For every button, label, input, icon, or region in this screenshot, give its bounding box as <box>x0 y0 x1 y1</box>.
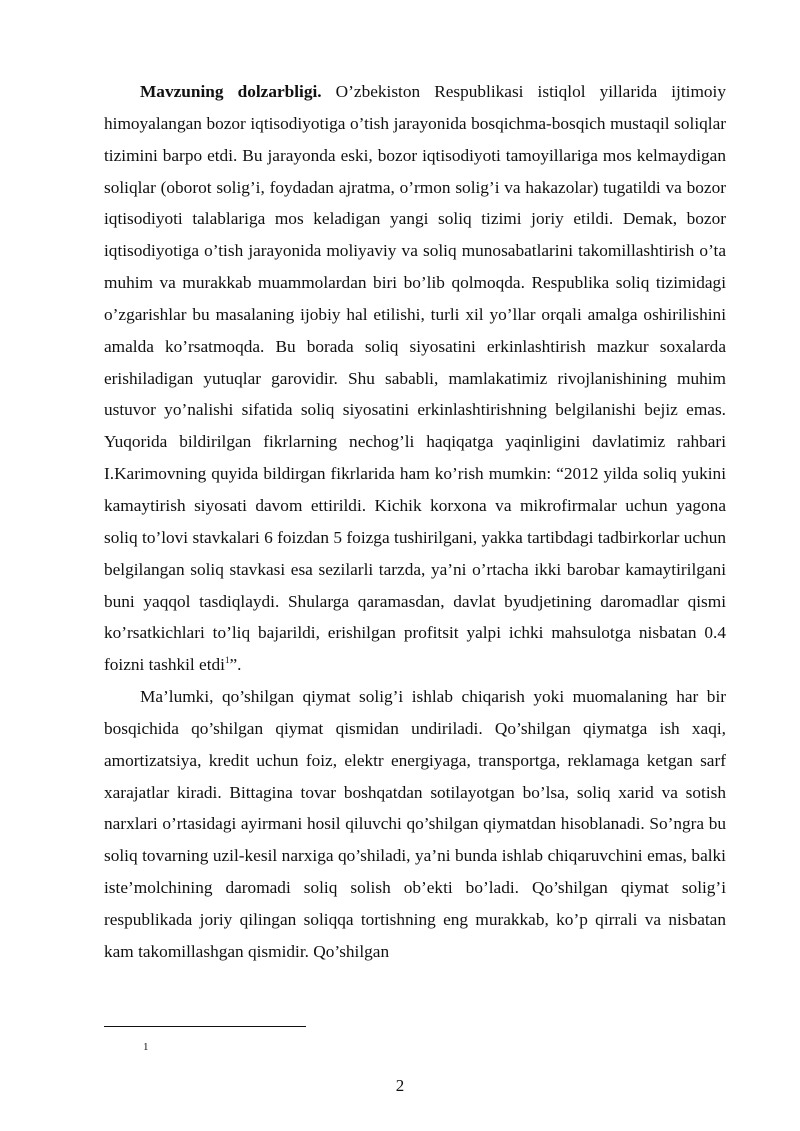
page-number: 2 <box>395 1076 405 1095</box>
footnote-reference[interactable]: 1 <box>224 655 230 666</box>
paragraph-relevance <box>104 76 726 681</box>
footnote-separator <box>104 1026 306 1027</box>
paragraph-text-end: ”. <box>229 655 242 675</box>
footnote-number: 1 <box>143 1041 149 1053</box>
paragraph-vat <box>104 681 726 968</box>
section-lead-heading: Mavzuning dolzarbligi. <box>140 82 322 101</box>
paragraph-text: Ma’lumki, qo’shilgan qiymat solig’i ishlab chiqarish yoki muomalaning har bir bosqichida qo’shilgan qiymat qismidan undiriladi. Qo’shilgan qiymatga ish xaqi, amortizatsiya, kredit uchun foiz, elektr energiyaga, transportga, reklamaga ketgan sarf xarajatlar kiradi. Bittagina tovar boshqatdan sotilayotgan bo’lsa, soliq xarid va sotish narxlari o’rtasidagi ayirmani hosil qiluvchi qo’shilgan qiymatdan hisoblanadi. So’ngra bu soliq tovarning uzil-kesil narxiga qo’shiladi, ya’ni bunda ishlab chiqaruvchini emas, balki iste’molchining daromadi soliq solish ob’ekti bo’ladi. Qo’shilgan qiymat solig’i respublikada joriy qilingan soliqqa tortishning eng murakkab, ko’p qirrali va nisbatan kam takomillashgan qismidir. Qo’shilgan <box>104 687 726 961</box>
body-text <box>104 76 726 968</box>
paragraph-text: O’zbekiston Respublikasi istiqlol yillarida ijtimoiy himoyalangan bozor iqtisodiyotiga o’tish jarayonida bosqichma-bosqich mustaqil soliqlar tizimini barpo etdi. Bu jarayonda eski, bozor iqtisodiyoti tamoyillariga mos kelmaydigan soliqlar (oborot solig’i, foydadan ajratma, o’rmon solig’i va hakazolar) tugatildi va bozor iqtisodiyoti talablariga mos keladigan yangi soliq tizimi joriy etildi. Demak, bozor iqtisodiyotiga o’tish jarayonida moliyaviy va soliq munosabatlarini takomillashtirish o’ta muhim va murakkab muammolardan biri bo’lib qolmoqda. Respublika soliq tizimidagi o’zgarishlar bu masalaning ijobiy hal etilishi, turli xil yo’llar orqali amalga oshirilishini amalda ko’rsatmoqda. Bu borada soliq siyosatini erkinlashtirish mazkur soxalarda erishiladigan yutuqlar garovidir. Shu sababli, mamlakatimiz rivojlanishining muhim ustuvor yo’nalishi sifatida soliq siyosatini erkinlashtirishning belgilanishi bejiz emas. Yuqorida bildirilgan fikrlarning nechog’li haqiqatga yaqinligini davlatimiz rahbari I.Karimovning quyida bildirgan fikrlarida ham ko’rish mumkin: “2012 yilda soliq yukini kamaytirish siyosati davom ettirildi. Kichik korxona va mikrofirmalar uchun yagona soliq to’lovi stavkalari 6 foizdan 5 foizga tushirilgani, yakka tartibdagi tadbirkorlar uchun belgilangan soliq stavkasi esa sezilarli tarzda, ya’ni o’rtacha ikki barobar kamaytirilgani buni yaqqol tasdiqlaydi. Shularga qaramasdan, davlat byudjetining daromadlar qismi ko’rsatkichlari to’liq bajarildi, erishilgan profitsit yalpi ichki mahsulotga nisbatan 0.4 foizni tashkil etdi <box>104 82 726 675</box>
